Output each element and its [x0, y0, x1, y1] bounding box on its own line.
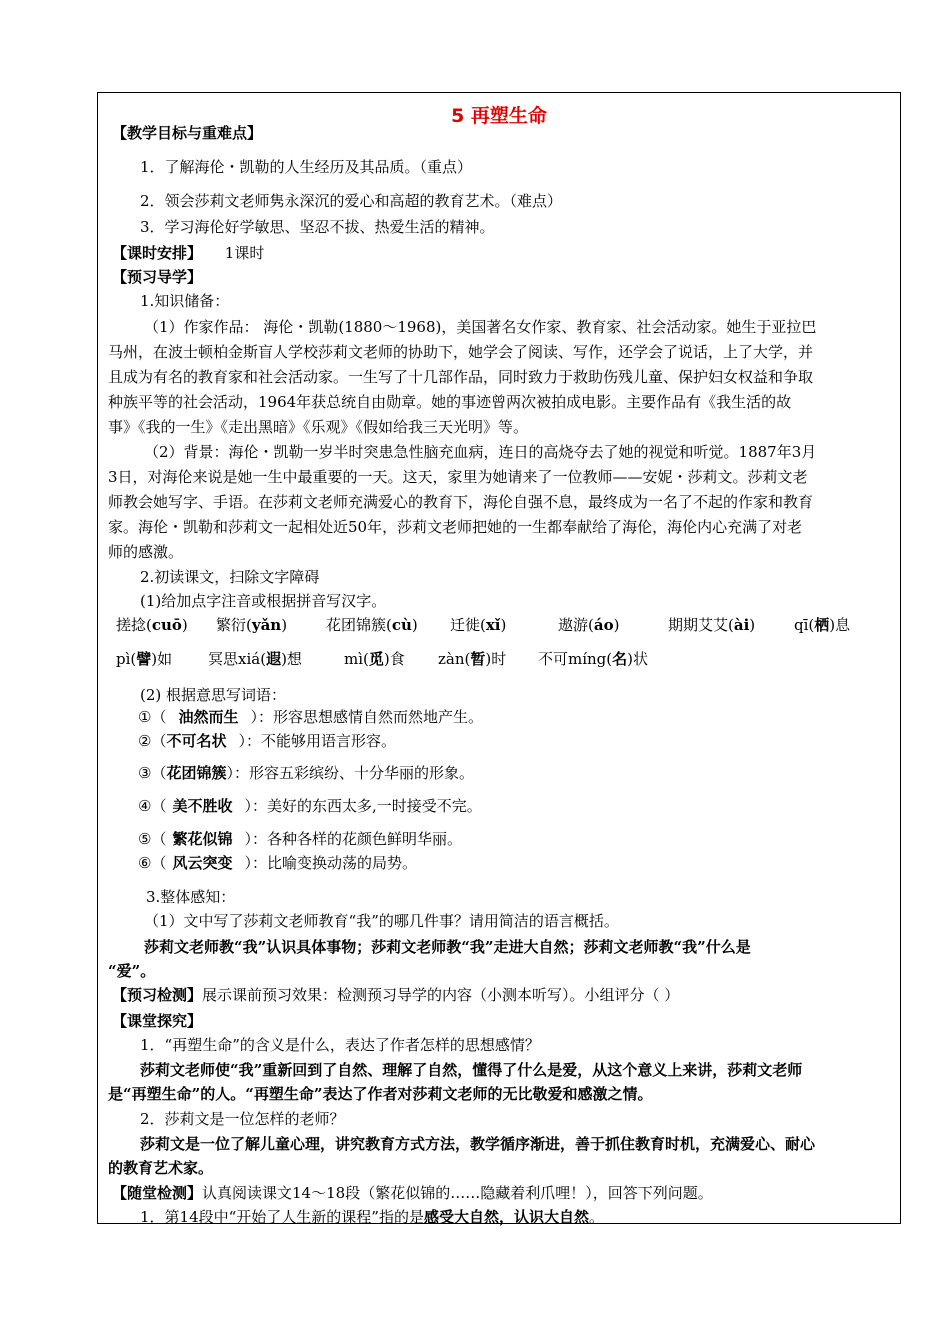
- author-line: 事》《我的一生》《走出黑暗》《乐观》《假如给我三天光明》等。: [108, 418, 529, 436]
- knowledge-label: 1.知识储备：: [140, 292, 230, 310]
- explore-answer: 的教育艺术家。: [108, 1159, 214, 1177]
- check-text: 展示课前预习效果：检测预习导学的内容（小测本听写）。小组评分（ ）: [202, 986, 680, 1004]
- explore-question: 2．莎莉文是一位怎样的老师？: [140, 1110, 345, 1128]
- check-heading: 【预习检测】: [112, 986, 203, 1004]
- explore-answer: 莎莉文是一位了解儿童心理，讲究教育方式方法，教学循序渐进，善于抓住教育时机，充满爱心、耐心: [140, 1135, 816, 1153]
- pinyin-item: 不可míng(名)状: [538, 650, 649, 668]
- explore-heading: 【课堂探究】: [112, 1012, 203, 1030]
- vocab-instructions: (2) 根据意思写词语：: [140, 686, 287, 704]
- overall-answer: “爱”。: [108, 962, 156, 980]
- page-title: 5 再塑生命: [451, 105, 547, 127]
- goal-item: 2．领会莎莉文老师隽永深沉的爱心和高超的教育艺术。（难点）: [140, 192, 563, 210]
- pinyin-item: 繁衍(yǎn): [216, 616, 288, 634]
- pinyin-item: zàn(暂)时: [438, 650, 507, 668]
- pinyin-item: 遨游(áo): [558, 616, 620, 634]
- check-row: [112, 985, 679, 1005]
- pinyin-item: 冥思xiá(遐)想: [208, 650, 302, 668]
- overall-label: 3.整体感知：: [146, 888, 236, 906]
- quiz-text: 认真阅读课文14～18段（繁花似锦的……隐藏着利爪哩！），回答下列问题。: [202, 1184, 713, 1202]
- vocab-item: ④（ 美不胜收 ）：美好的东西太多,一时接受不完。: [138, 797, 482, 815]
- explore-question: 1．“再塑生命”的含义是什么，表达了作者怎样的思想感情？: [140, 1036, 540, 1054]
- quiz-question: 1．第14段中“开始了人生新的课程”指的是感受大自然，认识大自然。: [140, 1208, 605, 1226]
- schedule-heading: 【课时安排】: [112, 244, 203, 262]
- pinyin-item: pì(譬)如: [116, 650, 173, 668]
- pinyin-item: 期期艾艾(ài): [668, 616, 756, 634]
- pinyin-item: 搓捻(cuō): [116, 616, 188, 634]
- vocab-item: ⑤（ 繁花似锦 ）：各种各样的花颜色鲜明华丽。: [138, 830, 462, 848]
- explore-answer: 莎莉文老师使“我”重新回到了自然、理解了自然，懂得了什么是爱，从这个意义上来讲，莎莉文老师: [140, 1061, 803, 1079]
- author-line: 马州，在波士顿柏金斯盲人学校莎莉文老师的协助下，她学会了阅读、写作，还学会了说话，上了大学，并: [108, 343, 814, 361]
- background-line: 家。海伦・凯勒和莎莉文一起相处近50年，莎莉文老师把她的一生都奉献给了海伦，海伦内心充满了对老: [108, 518, 803, 536]
- background-line: 3日，对海伦来说是她一生中最重要的一天。这天，家里为她请来了一位教师——安妮・莎莉文。莎莉文老: [108, 468, 808, 486]
- vocab-item: ③（花团锦簇）：形容五彩缤纷、十分华丽的形象。: [138, 764, 474, 782]
- vocab-item: ⑥（ 风云突变 ）：比喻变换动荡的局势。: [138, 854, 417, 872]
- goal-item: 3．学习海伦好学敏思、坚忍不拔、热爱生活的精神。: [140, 218, 495, 236]
- vocab-item: ①（ 油然而生 ）：形容思想感情自然而然地产生。: [138, 708, 483, 726]
- preview-heading: 【预习导学】: [112, 268, 203, 286]
- background-line: （2）背景：海伦・凯勒一岁半时突患急性脑充血病，连日的高烧夺去了她的视觉和听觉。1887年3月: [144, 443, 817, 461]
- schedule-value: 1课时: [224, 244, 265, 262]
- background-line: 师的感激。: [108, 543, 184, 561]
- worksheet-frame: [97, 92, 901, 1224]
- pinyin-item: 迁徙(xǐ): [450, 616, 507, 634]
- background-line: 师教会她写字、手语。在莎莉文老师充满爱心的教育下，海伦自强不息，最终成为一名了不起的作家和教育: [108, 493, 814, 511]
- goals-heading: 【教学目标与重难点】: [112, 124, 263, 142]
- author-line: 种族平等的社会活动，1964年获总统自由勋章。她的事迹曾两次被拍成电影。主要作品有《我生活的故: [108, 393, 792, 411]
- overall-question: （1）文中写了莎莉文老师教育“我”的哪几件事？请用简洁的语言概括。: [144, 912, 619, 930]
- explore-answer: 是“再塑生命”的人。“再塑生命”表达了作者对莎莉文老师的无比敬爱和感激之情。: [108, 1085, 653, 1103]
- quiz-answer: 感受大自然，认识大自然: [423, 1208, 589, 1226]
- reading-label: 2.初读课文，扫除文字障碍: [140, 568, 320, 586]
- author-line: （1）作家作品： 海伦・凯勒(1880～1968)，美国著名女作家、教育家、社会活动家。她生于亚拉巴: [144, 318, 817, 336]
- author-line: 且成为有名的教育家和社会活动家。一生写了十几部作品，同时致力于救助伤残儿童、保护妇女权益和争取: [108, 368, 814, 386]
- quiz-heading: 【随堂检测】: [112, 1184, 203, 1202]
- pinyin-instructions: (1)给加点字注音或根据拼音写汉字。: [140, 592, 387, 610]
- pinyin-item: 花团锦簇(cù): [326, 616, 418, 634]
- overall-answer: 莎莉文老师教“我”认识具体事物；莎莉文老师教“我”走进大自然；莎莉文老师教“我”什么是: [144, 938, 751, 956]
- vocab-item: ②（不可名状 ）：不能够用语言形容。: [138, 732, 396, 750]
- goal-item: 1．了解海伦・凯勒的人生经历及其品质。（重点）: [140, 158, 473, 176]
- quiz-row: [112, 1183, 713, 1203]
- pinyin-item: qī(栖)息: [794, 616, 851, 634]
- pinyin-item: mì(觅)食: [344, 650, 405, 668]
- schedule-row: [112, 243, 264, 263]
